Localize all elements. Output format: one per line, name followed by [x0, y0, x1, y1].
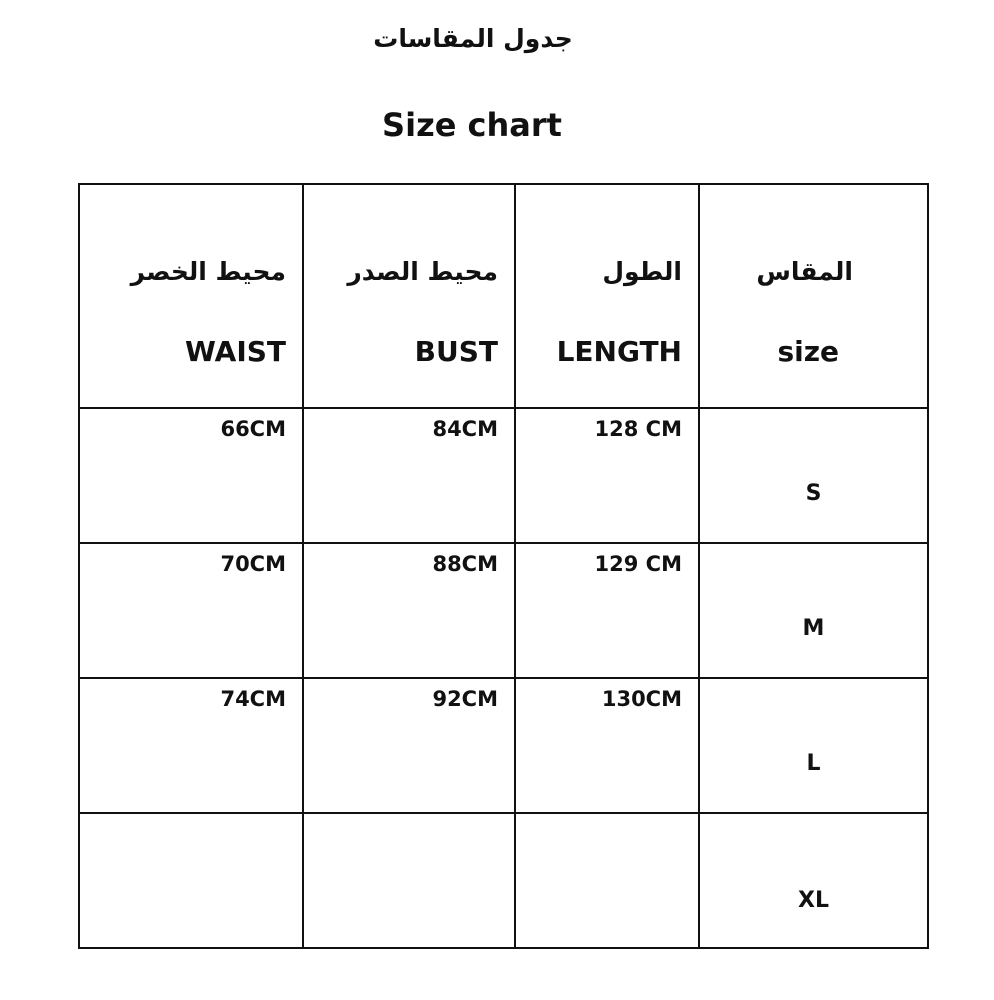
- header-cell-length: [515, 184, 699, 408]
- length-value: 129 CM: [594, 552, 682, 576]
- length-cell: [515, 408, 699, 543]
- size-value: M: [802, 616, 825, 641]
- header-cell-size: [699, 184, 928, 408]
- header-waist-arabic: محيط الخصر: [130, 257, 286, 286]
- length-cell: [515, 543, 699, 678]
- bust-cell: [303, 678, 515, 813]
- table-row: [79, 678, 928, 813]
- page-title: Size chart: [382, 106, 562, 144]
- size-cell: [699, 543, 928, 678]
- header-bust: BUST: [414, 335, 498, 368]
- length-value: 130CM: [601, 687, 682, 711]
- header-length: LENGTH: [556, 335, 682, 368]
- size-value: S: [805, 481, 822, 506]
- header-length-arabic: الطول: [602, 257, 682, 286]
- waist-cell: [79, 813, 303, 948]
- waist-cell: [79, 543, 303, 678]
- bust-cell: [303, 813, 515, 948]
- size-value: XL: [798, 888, 829, 913]
- bust-cell: [303, 408, 515, 543]
- header-size-arabic: المقاس: [756, 257, 853, 286]
- size-value: L: [806, 751, 821, 776]
- length-cell: [515, 678, 699, 813]
- waist-value: 74CM: [220, 687, 286, 711]
- header-cell-waist: [79, 184, 303, 408]
- header-cell-bust: [303, 184, 515, 408]
- bust-cell: [303, 543, 515, 678]
- table-row: [79, 543, 928, 678]
- size-cell: [699, 813, 928, 948]
- size-chart-table: [78, 183, 929, 949]
- waist-value: 66CM: [220, 417, 286, 441]
- length-cell: [515, 813, 699, 948]
- table-row: [79, 813, 928, 948]
- size-cell: [699, 408, 928, 543]
- bust-value: 84CM: [432, 417, 498, 441]
- page-title-arabic: جدول المقاسات: [373, 24, 573, 53]
- header-size: size: [777, 335, 839, 368]
- waist-cell: [79, 678, 303, 813]
- bust-value: 92CM: [432, 687, 498, 711]
- waist-cell: [79, 408, 303, 543]
- header-waist: WAIST: [185, 335, 286, 368]
- bust-value: 88CM: [432, 552, 498, 576]
- table-row: [79, 408, 928, 543]
- length-value: 128 CM: [594, 417, 682, 441]
- waist-value: 70CM: [220, 552, 286, 576]
- header-bust-arabic: محيط الصدر: [347, 257, 498, 286]
- size-cell: [699, 678, 928, 813]
- table-header-row: [79, 184, 928, 408]
